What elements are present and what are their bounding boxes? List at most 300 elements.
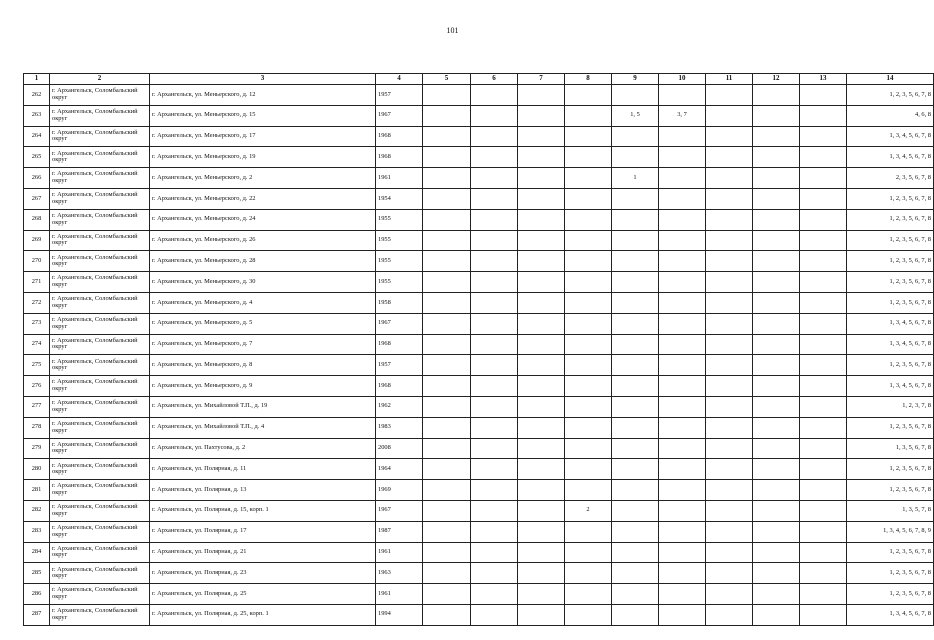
col6-cell [471, 355, 518, 376]
col5-cell [423, 542, 471, 563]
col14-cell: 1, 3, 5, 7, 8 [847, 500, 934, 521]
district-cell: г. Архангельск, Соломбальский округ [50, 396, 150, 417]
district-cell: г. Архангельск, Соломбальский округ [50, 542, 150, 563]
col7-cell [518, 563, 565, 584]
col7-cell [518, 480, 565, 501]
col6-cell [471, 438, 518, 459]
col7-cell [518, 251, 565, 272]
col7-cell [518, 126, 565, 147]
col8-cell [565, 251, 612, 272]
col12-cell [753, 604, 800, 625]
row-number: 283 [24, 521, 50, 542]
table-row [24, 459, 934, 480]
col9-cell [612, 85, 659, 106]
col8-cell [565, 563, 612, 584]
col6-cell [471, 459, 518, 480]
col13-cell [800, 272, 847, 293]
col11-cell [706, 604, 753, 625]
col9-cell [612, 147, 659, 168]
address-cell: г. Архангельск, ул. Полярная, д. 21 [150, 542, 376, 563]
col11-cell [706, 272, 753, 293]
column-header-8: 8 [565, 74, 612, 85]
col10-cell [659, 604, 706, 625]
address-cell: г. Архангельск, ул. Меньерского, д. 12 [150, 85, 376, 106]
year-cell: 1961 [376, 168, 423, 189]
col8-cell [565, 272, 612, 293]
column-header-9: 9 [612, 74, 659, 85]
col14-cell: 1, 2, 3, 5, 6, 7, 8 [847, 292, 934, 313]
col12-cell [753, 376, 800, 397]
year-cell: 1983 [376, 417, 423, 438]
col10-cell [659, 292, 706, 313]
col10-cell [659, 168, 706, 189]
col14-cell: 1, 2, 3, 5, 6, 7, 8 [847, 230, 934, 251]
col10-cell [659, 459, 706, 480]
housing-table [23, 73, 934, 626]
address-cell: г. Архангельск, ул. Полярная, д. 25 [150, 584, 376, 605]
col6-cell [471, 126, 518, 147]
col5-cell [423, 188, 471, 209]
district-cell: г. Архангельск, Соломбальский округ [50, 563, 150, 584]
col7-cell [518, 313, 565, 334]
district-cell: г. Архангельск, Соломбальский округ [50, 604, 150, 625]
column-header-10: 10 [659, 74, 706, 85]
row-number: 281 [24, 480, 50, 501]
row-number: 275 [24, 355, 50, 376]
district-cell: г. Архангельск, Соломбальский округ [50, 584, 150, 605]
col11-cell [706, 230, 753, 251]
col6-cell [471, 500, 518, 521]
district-cell: г. Архангельск, Соломбальский округ [50, 438, 150, 459]
address-cell: г. Архангельск, ул. Меньерского, д. 24 [150, 209, 376, 230]
col7-cell [518, 168, 565, 189]
district-cell: г. Архангельск, Соломбальский округ [50, 417, 150, 438]
col10-cell [659, 563, 706, 584]
col7-cell [518, 542, 565, 563]
col5-cell [423, 480, 471, 501]
row-number: 280 [24, 459, 50, 480]
col5-cell [423, 438, 471, 459]
col5-cell [423, 313, 471, 334]
table-row [24, 480, 934, 501]
address-cell: г. Архангельск, ул. Меньерского, д. 19 [150, 147, 376, 168]
col8-cell [565, 313, 612, 334]
col5-cell [423, 105, 471, 126]
col12-cell [753, 542, 800, 563]
col11-cell [706, 584, 753, 605]
address-cell: г. Архангельск, ул. Меньерского, д. 5 [150, 313, 376, 334]
col14-cell: 4, 6, 8 [847, 105, 934, 126]
col13-cell [800, 376, 847, 397]
col5-cell [423, 459, 471, 480]
col7-cell [518, 355, 565, 376]
col6-cell [471, 480, 518, 501]
col7-cell [518, 459, 565, 480]
col9-cell [612, 313, 659, 334]
col12-cell [753, 126, 800, 147]
col6-cell [471, 85, 518, 106]
table-row [24, 272, 934, 293]
col12-cell [753, 105, 800, 126]
col9-cell [612, 521, 659, 542]
col14-cell: 1, 3, 4, 5, 6, 7, 8 [847, 376, 934, 397]
col14-cell: 1, 2, 3, 5, 6, 7, 8 [847, 459, 934, 480]
col14-cell: 1, 2, 3, 5, 6, 7, 8 [847, 355, 934, 376]
col6-cell [471, 584, 518, 605]
col6-cell [471, 168, 518, 189]
col10-cell [659, 480, 706, 501]
col5-cell [423, 251, 471, 272]
col12-cell [753, 480, 800, 501]
table-row [24, 376, 934, 397]
header-row [24, 74, 934, 85]
col7-cell [518, 209, 565, 230]
col8-cell [565, 188, 612, 209]
col12-cell [753, 521, 800, 542]
district-cell: г. Архангельск, Соломбальский округ [50, 168, 150, 189]
col6-cell [471, 334, 518, 355]
table-row [24, 313, 934, 334]
col10-cell [659, 355, 706, 376]
col14-cell: 1, 2, 3, 7, 8 [847, 396, 934, 417]
year-cell: 1963 [376, 563, 423, 584]
col14-cell: 2, 3, 5, 6, 7, 8 [847, 168, 934, 189]
col8-cell [565, 376, 612, 397]
col8-cell [565, 584, 612, 605]
column-header-14: 14 [847, 74, 934, 85]
col11-cell [706, 459, 753, 480]
col12-cell [753, 396, 800, 417]
col13-cell [800, 292, 847, 313]
col7-cell [518, 292, 565, 313]
col5-cell [423, 563, 471, 584]
col6-cell [471, 292, 518, 313]
col13-cell [800, 438, 847, 459]
col7-cell [518, 334, 565, 355]
col10-cell [659, 313, 706, 334]
col14-cell: 1, 3, 4, 5, 6, 7, 8 [847, 334, 934, 355]
address-cell: г. Архангельск, ул. Михайловой Т.П., д. 19 [150, 396, 376, 417]
row-number: 273 [24, 313, 50, 334]
year-cell: 1961 [376, 542, 423, 563]
col13-cell [800, 584, 847, 605]
address-cell: г. Архангельск, ул. Меньерского, д. 17 [150, 126, 376, 147]
column-header-3: 3 [150, 74, 376, 85]
year-cell: 1967 [376, 313, 423, 334]
col12-cell [753, 334, 800, 355]
col9-cell [612, 604, 659, 625]
col9-cell [612, 438, 659, 459]
col10-cell [659, 521, 706, 542]
address-cell: г. Архангельск, ул. Меньерского, д. 15 [150, 105, 376, 126]
col13-cell [800, 147, 847, 168]
address-cell: г. Архангельск, ул. Меньерского, д. 8 [150, 355, 376, 376]
col13-cell [800, 230, 847, 251]
col13-cell [800, 542, 847, 563]
year-cell: 1955 [376, 272, 423, 293]
col6-cell [471, 417, 518, 438]
col10-cell [659, 438, 706, 459]
col9-cell [612, 251, 659, 272]
col13-cell [800, 396, 847, 417]
district-cell: г. Архангельск, Соломбальский округ [50, 292, 150, 313]
row-number: 278 [24, 417, 50, 438]
col14-cell: 1, 2, 3, 5, 6, 7, 8 [847, 542, 934, 563]
col14-cell: 1, 3, 4, 5, 6, 7, 8 [847, 604, 934, 625]
col8-cell: 2 [565, 500, 612, 521]
col6-cell [471, 396, 518, 417]
col14-cell: 1, 3, 4, 5, 6, 7, 8, 9 [847, 521, 934, 542]
col13-cell [800, 459, 847, 480]
col14-cell: 1, 2, 3, 5, 6, 7, 8 [847, 584, 934, 605]
col10-cell [659, 230, 706, 251]
col14-cell: 1, 2, 3, 5, 6, 7, 8 [847, 188, 934, 209]
col10-cell [659, 126, 706, 147]
col11-cell [706, 542, 753, 563]
year-cell: 1955 [376, 209, 423, 230]
col5-cell [423, 604, 471, 625]
col10-cell [659, 188, 706, 209]
col11-cell [706, 85, 753, 106]
col5-cell [423, 292, 471, 313]
col13-cell [800, 355, 847, 376]
address-cell: г. Архангельск, ул. Михайловой Т.П., д. 4 [150, 417, 376, 438]
col9-cell [612, 584, 659, 605]
col6-cell [471, 188, 518, 209]
district-cell: г. Архангельск, Соломбальский округ [50, 376, 150, 397]
col7-cell [518, 396, 565, 417]
table-row [24, 251, 934, 272]
col10-cell [659, 417, 706, 438]
col14-cell: 1, 2, 3, 5, 6, 7, 8 [847, 209, 934, 230]
col11-cell [706, 188, 753, 209]
col9-cell [612, 292, 659, 313]
col6-cell [471, 105, 518, 126]
year-cell: 1955 [376, 230, 423, 251]
col13-cell [800, 251, 847, 272]
col8-cell [565, 209, 612, 230]
col12-cell [753, 292, 800, 313]
col8-cell [565, 126, 612, 147]
col9-cell [612, 272, 659, 293]
col6-cell [471, 604, 518, 625]
table-row [24, 126, 934, 147]
col5-cell [423, 334, 471, 355]
district-cell: г. Архангельск, Соломбальский округ [50, 209, 150, 230]
col11-cell [706, 313, 753, 334]
col13-cell [800, 521, 847, 542]
col6-cell [471, 376, 518, 397]
col11-cell [706, 292, 753, 313]
col5-cell [423, 417, 471, 438]
col6-cell [471, 230, 518, 251]
col6-cell [471, 272, 518, 293]
col9-cell [612, 542, 659, 563]
col11-cell [706, 417, 753, 438]
col11-cell [706, 147, 753, 168]
col10-cell [659, 500, 706, 521]
col14-cell: 1, 2, 3, 5, 6, 7, 8 [847, 480, 934, 501]
col13-cell [800, 334, 847, 355]
address-cell: г. Архангельск, ул. Меньерского, д. 2 [150, 168, 376, 189]
col13-cell [800, 126, 847, 147]
col9-cell [612, 188, 659, 209]
address-cell: г. Архангельск, ул. Полярная, д. 25, корп. 1 [150, 604, 376, 625]
col13-cell [800, 480, 847, 501]
col13-cell [800, 417, 847, 438]
row-number: 285 [24, 563, 50, 584]
col11-cell [706, 521, 753, 542]
col11-cell [706, 209, 753, 230]
col12-cell [753, 563, 800, 584]
district-cell: г. Архангельск, Соломбальский округ [50, 85, 150, 106]
column-header-2: 2 [50, 74, 150, 85]
col9-cell [612, 126, 659, 147]
col9-cell [612, 396, 659, 417]
col12-cell [753, 188, 800, 209]
col8-cell [565, 147, 612, 168]
col11-cell [706, 396, 753, 417]
col12-cell [753, 147, 800, 168]
year-cell: 1968 [376, 126, 423, 147]
address-cell: г. Архангельск, ул. Полярная, д. 15, корп. 1 [150, 500, 376, 521]
col7-cell [518, 417, 565, 438]
column-header-4: 4 [376, 74, 423, 85]
row-number: 266 [24, 168, 50, 189]
col14-cell: 1, 2, 3, 5, 6, 7, 8 [847, 417, 934, 438]
table-row [24, 396, 934, 417]
col7-cell [518, 521, 565, 542]
address-cell: г. Архангельск, ул. Полярная, д. 11 [150, 459, 376, 480]
col12-cell [753, 459, 800, 480]
district-cell: г. Архангельск, Соломбальский округ [50, 334, 150, 355]
col13-cell [800, 105, 847, 126]
year-cell: 1958 [376, 292, 423, 313]
col11-cell [706, 251, 753, 272]
table-row [24, 438, 934, 459]
col7-cell [518, 230, 565, 251]
col8-cell [565, 334, 612, 355]
district-cell: г. Архангельск, Соломбальский округ [50, 480, 150, 501]
col10-cell [659, 396, 706, 417]
col8-cell [565, 542, 612, 563]
district-cell: г. Архангельск, Соломбальский округ [50, 500, 150, 521]
col9-cell [612, 480, 659, 501]
col10-cell [659, 542, 706, 563]
col12-cell [753, 584, 800, 605]
col6-cell [471, 521, 518, 542]
col9-cell [612, 563, 659, 584]
col9-cell [612, 500, 659, 521]
col7-cell [518, 376, 565, 397]
year-cell: 1967 [376, 105, 423, 126]
year-cell: 1962 [376, 396, 423, 417]
year-cell: 1968 [376, 334, 423, 355]
col7-cell [518, 584, 565, 605]
col6-cell [471, 313, 518, 334]
row-number: 262 [24, 85, 50, 106]
row-number: 264 [24, 126, 50, 147]
table-row [24, 604, 934, 625]
col11-cell [706, 438, 753, 459]
col9-cell [612, 230, 659, 251]
district-cell: г. Архангельск, Соломбальский округ [50, 126, 150, 147]
col13-cell [800, 313, 847, 334]
row-number: 271 [24, 272, 50, 293]
col5-cell [423, 521, 471, 542]
col9-cell [612, 334, 659, 355]
col7-cell [518, 604, 565, 625]
col6-cell [471, 542, 518, 563]
col14-cell: 1, 3, 4, 5, 6, 7, 8 [847, 126, 934, 147]
year-cell: 1969 [376, 480, 423, 501]
district-cell: г. Архангельск, Соломбальский округ [50, 251, 150, 272]
col8-cell [565, 480, 612, 501]
row-number: 287 [24, 604, 50, 625]
col11-cell [706, 168, 753, 189]
col6-cell [471, 563, 518, 584]
col7-cell [518, 188, 565, 209]
col10-cell [659, 376, 706, 397]
col12-cell [753, 168, 800, 189]
col11-cell [706, 480, 753, 501]
row-number: 282 [24, 500, 50, 521]
col12-cell [753, 85, 800, 106]
row-number: 268 [24, 209, 50, 230]
col14-cell: 1, 3, 5, 6, 7, 8 [847, 438, 934, 459]
year-cell: 1955 [376, 251, 423, 272]
address-cell: г. Архангельск, ул. Меньерского, д. 28 [150, 251, 376, 272]
table-row [24, 230, 934, 251]
col9-cell [612, 376, 659, 397]
table-row [24, 85, 934, 106]
col14-cell: 1, 3, 4, 5, 6, 7, 8 [847, 147, 934, 168]
district-cell: г. Архангельск, Соломбальский округ [50, 188, 150, 209]
col6-cell [471, 147, 518, 168]
col12-cell [753, 313, 800, 334]
col7-cell [518, 147, 565, 168]
col13-cell [800, 563, 847, 584]
col11-cell [706, 563, 753, 584]
col14-cell: 1, 2, 3, 5, 6, 7, 8 [847, 251, 934, 272]
col5-cell [423, 355, 471, 376]
col5-cell [423, 147, 471, 168]
year-cell: 1968 [376, 147, 423, 168]
col11-cell [706, 376, 753, 397]
address-cell: г. Архангельск, ул. Меньерского, д. 26 [150, 230, 376, 251]
col8-cell [565, 292, 612, 313]
col5-cell [423, 500, 471, 521]
row-number: 276 [24, 376, 50, 397]
column-header-12: 12 [753, 74, 800, 85]
col12-cell [753, 230, 800, 251]
column-header-7: 7 [518, 74, 565, 85]
address-cell: г. Архангельск, ул. Меньерского, д. 30 [150, 272, 376, 293]
address-cell: г. Архангельск, ул. Меньерского, д. 9 [150, 376, 376, 397]
col7-cell [518, 85, 565, 106]
col11-cell [706, 105, 753, 126]
col5-cell [423, 584, 471, 605]
row-number: 286 [24, 584, 50, 605]
col8-cell [565, 396, 612, 417]
col9-cell [612, 417, 659, 438]
col14-cell: 1, 2, 3, 5, 6, 7, 8 [847, 272, 934, 293]
row-number: 270 [24, 251, 50, 272]
col10-cell [659, 334, 706, 355]
col5-cell [423, 209, 471, 230]
column-header-11: 11 [706, 74, 753, 85]
col5-cell [423, 126, 471, 147]
